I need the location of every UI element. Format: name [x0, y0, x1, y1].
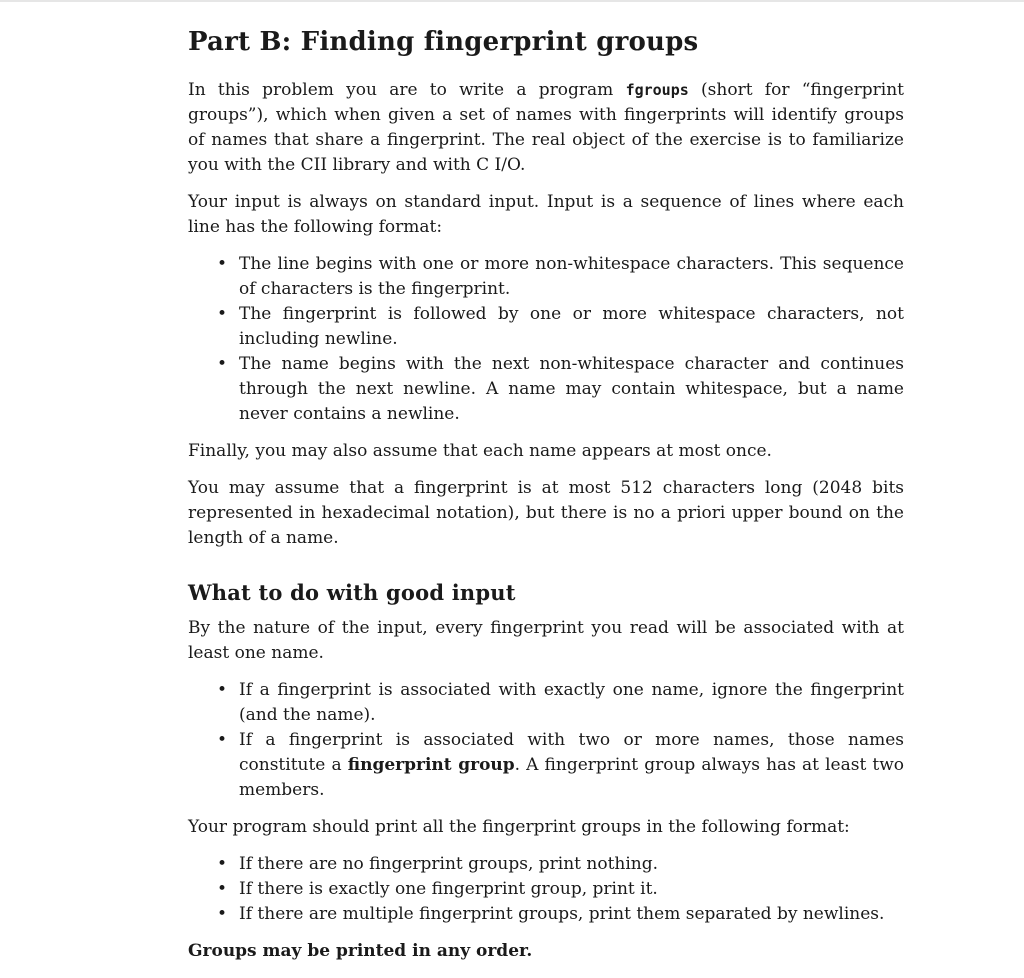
list-item [239, 728, 904, 803]
document-page [188, 24, 904, 976]
print-format-paragraph: Your program should print all the fingerprint groups in the following format: [188, 817, 850, 837]
unique-name-paragraph: Finally, you may also assume that each name appears at most once. [188, 441, 772, 461]
top-border [0, 0, 1024, 2]
nature-paragraph: By the nature of the input, every fingerprint you read will be associated with at least one name. [188, 618, 904, 663]
intro-text-start: In this problem you are to write a program [188, 80, 626, 100]
group-rules-list [188, 678, 904, 803]
page-title: Part B: Finding fingerprint groups [188, 27, 699, 57]
intro-paragraph [188, 78, 904, 178]
order-note: Groups may be printed in any order. [188, 941, 533, 961]
list-item: • The line begins with one or more non-whitespace characters. This sequence of characters is the fingerprint. [239, 252, 904, 302]
print-rules-list [188, 852, 904, 927]
list-item: • If there are multiple fingerprint groups, print them separated by newlines. [239, 902, 904, 927]
length-paragraph: You may assume that a fingerprint is at most 512 characters long (2048 bits represented in hexadecimal notation), but there is no a priori upper bound on the length of a name. [188, 478, 904, 548]
list-item: • The fingerprint is followed by one or more whitespace characters, not including newline. [239, 302, 904, 352]
program-name-code: fgroups [625, 81, 689, 99]
list-item: • If there are no fingerprint groups, print nothing. [239, 852, 904, 877]
fingerprint-group-term: fingerprint group [347, 755, 515, 775]
item-text-end: . A fingerprint group always has at least two members. [239, 755, 904, 800]
list-item: • If there is exactly one fingerprint group, print it. [239, 877, 904, 902]
input-paragraph: Your input is always on standard input. Input is a sequence of lines where each line has the following format: [188, 192, 904, 237]
intro-text-end: (short for “fingerprint groups”), which when given a set of names with fingerprints will identify groups of names that share a fingerprint. The real object of the exercise is to familiarize you with the CII library and with C I/O. [188, 80, 905, 175]
section-heading: What to do with good input [188, 580, 516, 605]
item-text-start: If a fingerprint is associated with two or more names, those names constitute a [239, 730, 904, 775]
format-list [188, 252, 904, 427]
list-item: • If a fingerprint is associated with exactly one name, ignore the fingerprint (and the name). [239, 678, 904, 728]
list-item: • The name begins with the next non-whitespace character and continues through the next newline. A name may contain whitespace, but a name never contains a newline. [239, 352, 904, 427]
